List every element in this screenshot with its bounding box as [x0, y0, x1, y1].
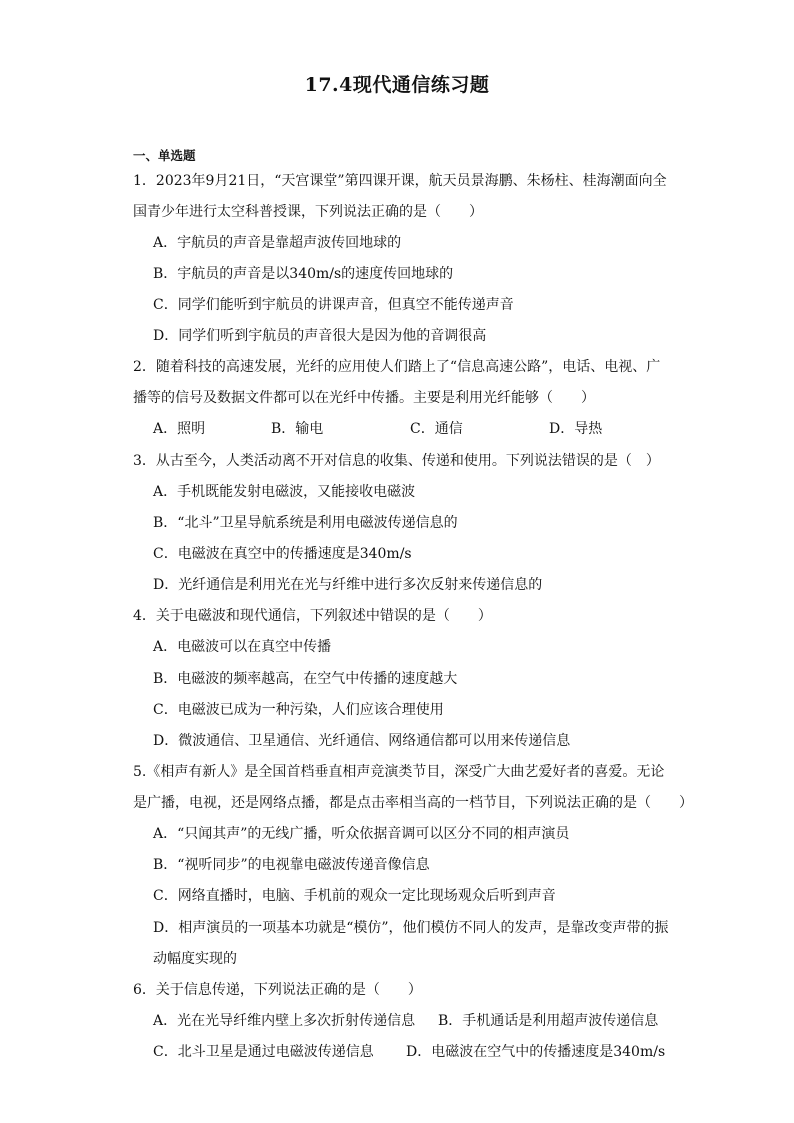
question-1-stem-line-1: 1．2023年9月21日，“天宫课堂”第四课开课，航天员景海鹏、朱杨柱、桂海潮面向全 [133, 173, 667, 189]
question-2-option-d: D．导热 [549, 421, 603, 437]
question-1-stem-line-2: 国青少年进行太空科普授课，下列说法正确的是（ ） [133, 204, 483, 220]
question-1-option-a: A．宇航员的声音是靠超声波传回地球的 [153, 235, 402, 251]
question-3-option-b: B．“北斗”卫星导航系统是利用电磁波传递信息的 [153, 515, 458, 531]
question-2-options-row [153, 420, 653, 438]
question-5-option-d-line-1: D．相声演员的一项基本功就是“模仿”，他们模仿不同人的发声，是靠改变声带的振 [153, 920, 669, 936]
question-3-stem-line-1: 3．从古至今，人类活动离不开对信息的收集、传递和使用。下列说法错误的是（ ） [133, 453, 660, 469]
question-6-option-d: D．电磁波在空气中的传播速度是340m/s [406, 1044, 666, 1060]
question-6-stem-line-1: 6．关于信息传递，下列说法正确的是（ ） [133, 982, 422, 998]
question-3-option-d: D．光纤通信是利用光在光与纤维中进行多次反射来传递信息的 [153, 577, 543, 593]
question-4-option-d: D．微波通信、卫星通信、光纤通信、网络通信都可以用来传递信息 [153, 733, 571, 749]
question-6-options-row-2 [153, 1043, 673, 1061]
question-1-option-c: C．同学们能听到宇航员的讲课声音，但真空不能传递声音 [153, 297, 514, 313]
question-6-option-b: B．手机通话是利用超声波传递信息 [438, 1013, 659, 1029]
section-heading: 一、单选题 [133, 148, 196, 163]
question-1-option-b: B．宇航员的声音是以340m/s的速度传回地球的 [153, 266, 454, 282]
question-5-option-b: B．“视听同步”的电视靠电磁波传递音像信息 [153, 857, 430, 873]
question-5-option-d-line-2: 动幅度实现的 [153, 951, 237, 967]
question-2-option-a: A．照明 [153, 421, 206, 437]
question-4-option-a: A．电磁波可以在真空中传播 [153, 639, 332, 655]
question-3-option-a: A．手机既能发射电磁波，又能接收电磁波 [153, 484, 416, 500]
question-2-option-c: C．通信 [410, 421, 463, 437]
question-2-stem-line-1: 2．随着科技的高速发展，光纤的应用使人们踏上了“信息高速公路”，电话、电视、广 [133, 359, 661, 375]
question-4-stem-line-1: 4．关于电磁波和现代通信，下列叙述中错误的是（ ） [133, 608, 492, 624]
question-2-option-b: B．输电 [271, 421, 324, 437]
question-5-option-c: C．网络直播时，电脑、手机前的观众一定比现场观众后听到声音 [153, 888, 556, 904]
question-5-stem-line-1: 5.《相声有新人》是全国首档垂直相声竞演类节目，深受广大曲艺爱好者的喜爱。无论 [133, 764, 665, 780]
question-6-options-row-1 [153, 1012, 673, 1030]
question-4-option-b: B．电磁波的频率越高，在空气中传播的速度越大 [153, 671, 458, 687]
page-title: 17.4现代通信练习题 [304, 74, 490, 96]
question-4-option-c: C．电磁波已成为一种污染，人们应该合理使用 [153, 702, 444, 718]
question-2-stem-line-2: 播等的信号及数据文件都可以在光纤中传播。主要是利用光纤能够（ ） [133, 390, 595, 406]
question-6-option-a: A．光在光导纤维内壁上多次折射传递信息 [153, 1013, 416, 1029]
question-1-option-d: D．同学们听到宇航员的声音很大是因为他的音调很高 [153, 328, 487, 344]
question-6-option-c: C．北斗卫星是通过电磁波传递信息 [153, 1044, 374, 1060]
question-5-stem-line-2: 是广播，电视，还是网络点播，都是点击率相当高的一档节目，下列说法正确的是（ ） [133, 795, 693, 811]
question-3-option-c: C．电磁波在真空中的传播速度是340m/s [153, 546, 412, 562]
question-5-option-a: A．“只闻其声”的无线广播，听众依据音调可以区分不同的相声演员 [153, 826, 570, 842]
